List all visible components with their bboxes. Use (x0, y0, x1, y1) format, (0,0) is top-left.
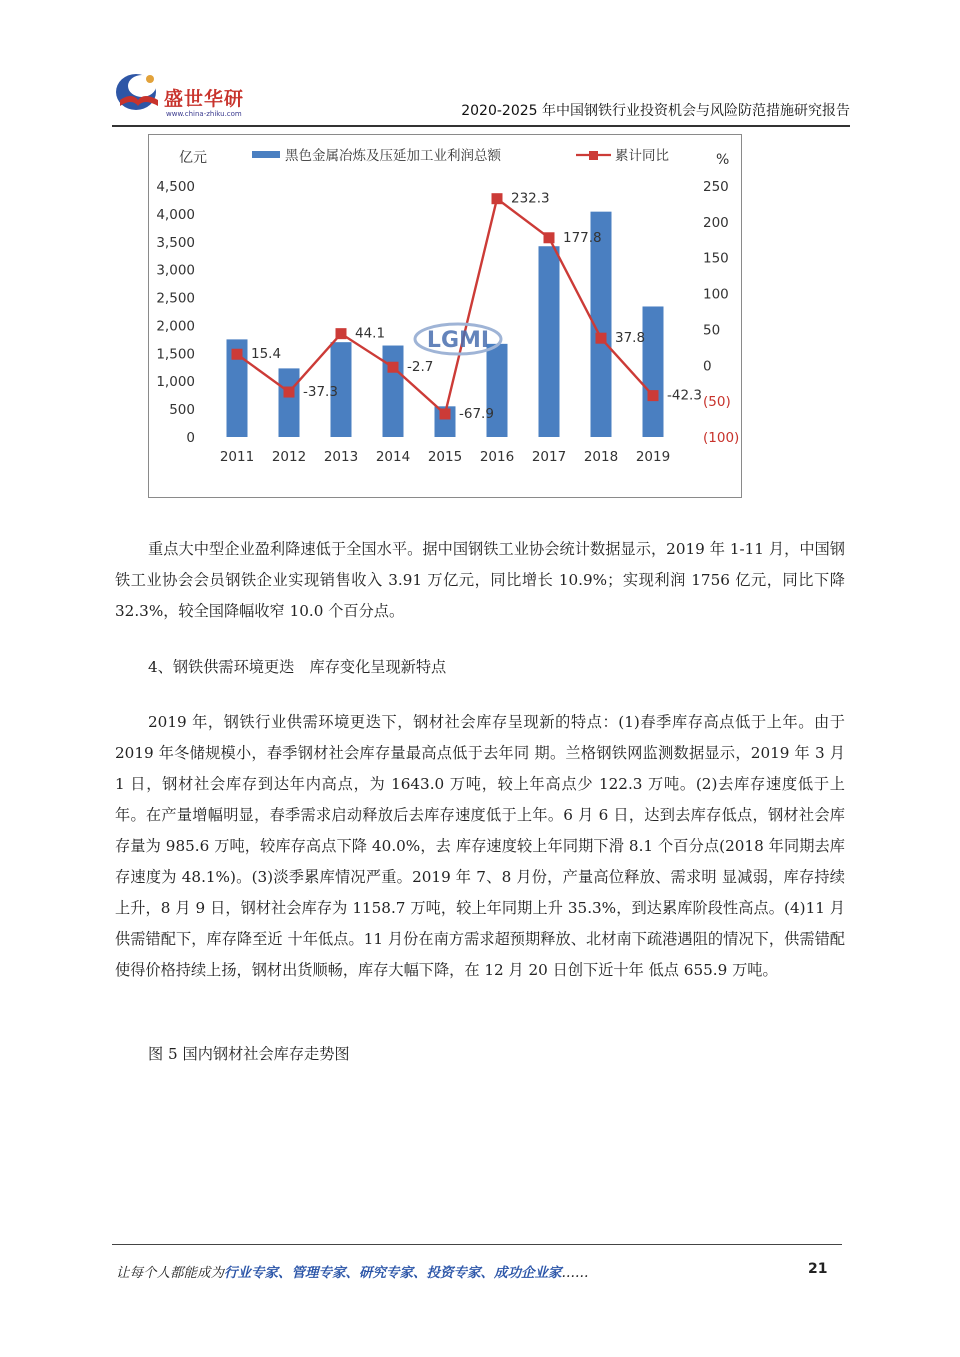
right-tick-label: 250 (703, 179, 729, 195)
category-label: 2018 (583, 449, 619, 465)
growth-data-label: 15.4 (251, 346, 282, 363)
category-label: 2017 (531, 449, 567, 465)
left-tick-label: 4,500 (156, 179, 195, 195)
profit-chart (148, 134, 742, 498)
growth-point (440, 408, 451, 419)
footer-divider (112, 1244, 842, 1245)
left-tick-label: 2,500 (156, 290, 195, 307)
category-label: 2013 (323, 449, 359, 465)
footer-slogan (116, 1261, 589, 1281)
growth-data-label: 177.8 (563, 229, 602, 246)
growth-point (232, 349, 243, 360)
growth-data-label: -67.9 (459, 405, 494, 422)
left-tick-label: 1,500 (156, 346, 195, 363)
left-axis-unit: 亿元 (179, 150, 207, 166)
legend-bar-label: 黑色金属冶炼及压延加工业利润总额 (285, 148, 501, 164)
growth-data-label: 37.8 (615, 330, 646, 347)
left-tick-label: 2,000 (156, 318, 195, 335)
growth-data-label: 44.1 (355, 325, 386, 342)
growth-data-label: -2.7 (407, 359, 434, 376)
page-header (112, 62, 850, 126)
right-tick-label: 150 (703, 250, 729, 267)
growth-data-label: -37.3 (303, 384, 338, 401)
left-tick-label: 1,000 (156, 374, 195, 391)
paragraph-inventory: 2019 年，钢铁行业供需环境更迭下，钢材社会库存呈现新的特点：(1)春季库存高点低于上年。由于 2019 年冬储规模小，春季钢材社会库存量最高点低于去年同 期。兰格钢铁网监测数据显示，2019 年 3 月 1 日，钢材社会库存到达年内高点，为 1643.0 万吨，较上年高点少 122.3 万吨。(2)去库存速度低于上 年。在产量增幅明显，春季需求启动释放后去库存速度低于上年。6 月 6 日，达到去库存低点，钢材社会库存量为 985.6 万吨，较库存高点下降 40.0%，去 库存速度较上年同期下滑 8.1 个百分点(2018 年同期去库存速度为 48.1%)。(3)淡季累库情况严重。2019 年 7、8 月份，产量高位释放、需求明 显减弱，库存持续上升，8 月 9 日，钢材社会库存为 1158.7 万吨，较上年同期上升 35.3%，到达累库阶段性高点。(4)11 月供需错配下，库存降至近 十年低点。11 月份在南方需求超预期释放、北材南下疏港遇阻的情况下，供需错配使得价格持续上扬，钢材出货顺畅，库存大幅下降，在 12 月 20 日创下近十年 低点 655.9 万吨。 (115, 713, 845, 979)
right-tick-label: 200 (703, 214, 729, 231)
growth-data-label: 232.3 (511, 190, 550, 207)
right-tick-label: 100 (703, 286, 729, 303)
category-label: 2012 (271, 449, 307, 465)
growth-point (388, 362, 399, 373)
left-tick-label: 0 (186, 430, 195, 446)
growth-point (596, 333, 607, 344)
logo-text: 盛世华研 (164, 88, 245, 110)
footer-lead: 让每个人都能成为 (116, 1265, 224, 1281)
chart-bar (383, 346, 404, 437)
growth-data-label: -42.3 (667, 387, 702, 404)
right-tick-label: (100) (703, 430, 740, 446)
category-label: 2015 (427, 449, 463, 465)
right-axis-unit: % (716, 152, 730, 168)
figure-caption: 图 5 国内钢材社会库存走势图 (148, 1045, 350, 1063)
right-tick-label: 50 (703, 322, 721, 339)
chart-bar (539, 246, 560, 437)
profit-chart-svg (149, 135, 741, 497)
logo-url: www.china-zhiku.com (166, 110, 242, 118)
legend-line-label: 累计同比 (615, 148, 669, 164)
growth-point (336, 328, 347, 339)
category-label: 2014 (375, 449, 411, 465)
right-tick-label: (50) (703, 394, 731, 411)
company-logo (112, 70, 252, 118)
growth-point (648, 390, 659, 401)
category-label: 2016 (479, 449, 515, 465)
paragraph-profit: 重点大中型企业盈利降速低于全国水平。据中国钢铁工业协会统计数据显示，2019 年 1-11 月，中国钢铁工业协会会员钢铁企业实现销售收入 3.91 万亿元，同比增长 10.9%；实现利润 1756 亿元，同比下降 32.3%，较全国降幅收窄 10.0 个百分点。 (115, 540, 845, 620)
footer-highlight: 行业专家、管理专家、研究专家、投资专家、成功企业家 (224, 1265, 562, 1281)
left-tick-label: 4,000 (156, 206, 195, 223)
legend-bar-swatch (252, 151, 280, 158)
category-label: 2011 (219, 449, 255, 465)
report-title: 2020-2025 年中国钢铁行业投资机会与风险防范措施研究报告 (461, 103, 850, 119)
chart-bar (487, 344, 508, 437)
footer-trail: …… (561, 1265, 589, 1281)
left-tick-label: 3,500 (156, 234, 195, 251)
logo-book-icon (112, 70, 164, 116)
header-divider (112, 125, 850, 127)
left-tick-label: 3,000 (156, 262, 195, 279)
right-tick-label: 0 (703, 358, 712, 375)
section-heading: 4、钢铁供需环境更迭 库存变化呈现新特点 (148, 658, 447, 676)
page-number: 21 (808, 1261, 828, 1277)
growth-point (284, 387, 295, 398)
chart-bar (279, 368, 300, 437)
legend-line-marker (589, 151, 598, 160)
category-label: 2019 (635, 449, 671, 465)
watermark-logo-text: LGMI (426, 328, 490, 353)
growth-point (492, 193, 503, 204)
left-tick-label: 500 (169, 402, 195, 419)
chart-bar (643, 306, 664, 437)
growth-point (544, 232, 555, 243)
